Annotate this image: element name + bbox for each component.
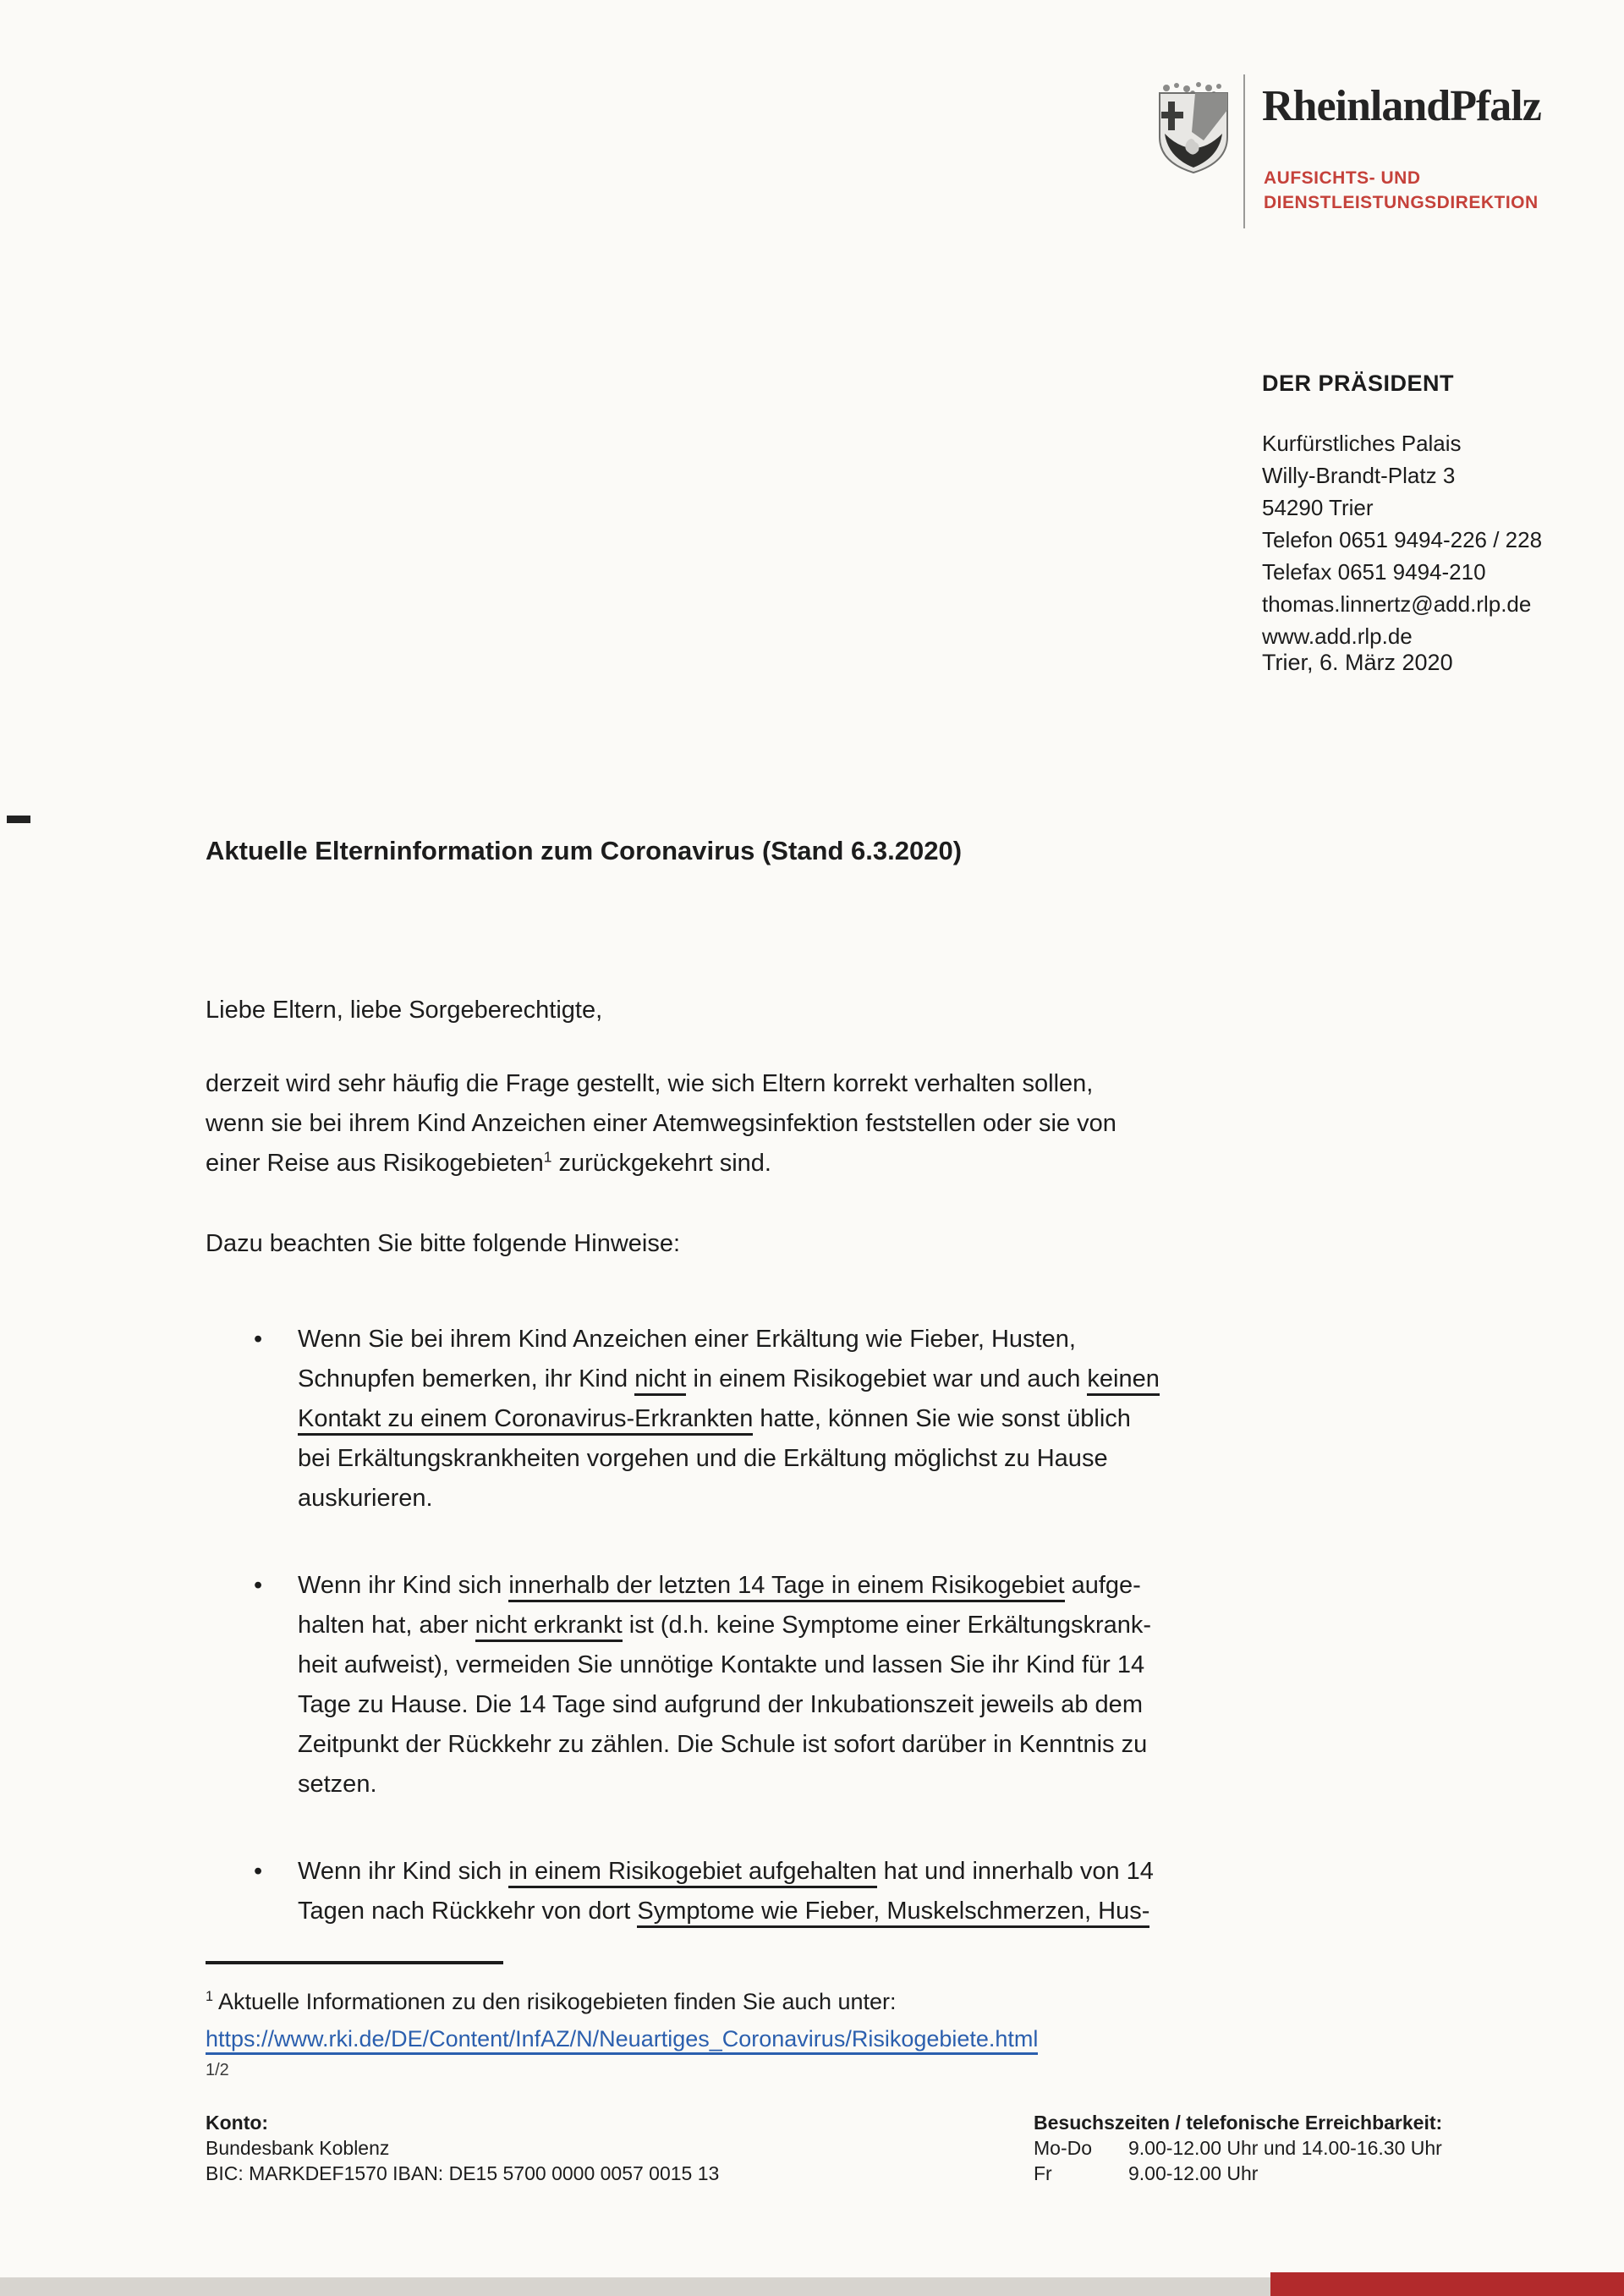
hours-table xyxy=(1034,2135,1442,2186)
letter-body xyxy=(206,831,1500,1979)
agency-name-line2: DIENSTLEISTUNGSDIREKTION xyxy=(1264,193,1539,212)
text-line: bei Erkältungskrankheiten vorgehen und die Erkältung möglichst zu Hause xyxy=(298,1445,1108,1472)
bullet-icon: • xyxy=(254,1858,263,1885)
sender-address xyxy=(1262,427,1542,652)
text-line: einer Reise aus Risikogebieten$^1$ zurückgekehrt sind. xyxy=(206,1148,771,1177)
hint-item xyxy=(206,1566,1500,1804)
text-line: Tagen nach Rückkehr von dort Symptome wie Fieber, Muskelschmerzen, Hus- xyxy=(298,1892,1500,1931)
text-line: wenn sie bei ihrem Kind Anzeichen einer Atemwegsinfektion feststellen oder sie von xyxy=(206,1110,1116,1137)
bottom-scan-bar-gray xyxy=(0,2277,1270,2296)
sender-title: DER PRÄSIDENT xyxy=(1262,371,1455,396)
address-line: Kurfürstliches Palais xyxy=(1262,431,1462,456)
footer-hours-block xyxy=(1034,2110,1442,2186)
hours-time: 9.00-12.00 Uhr und 14.00-16.30 Uhr xyxy=(1128,2137,1442,2159)
address-line: 54290 Trier xyxy=(1262,495,1374,520)
hours-row xyxy=(1034,2135,1442,2161)
page-indicator: 1/2 xyxy=(206,2061,229,2079)
text-line: Wenn ihr Kind sich innerhalb der letzten 14 Tage in einem Risikogebiet aufge- xyxy=(298,1566,1500,1606)
text-line: heit aufweist), vermeiden Sie unnötige Kontakte und lassen Sie ihr Kind für 14 xyxy=(298,1651,1145,1678)
hint-item xyxy=(206,1852,1500,1931)
konto-label: Konto: xyxy=(206,2112,269,2134)
footnote-text xyxy=(206,1983,1500,2020)
footer-bank-block xyxy=(206,2110,719,2186)
logo-divider xyxy=(1243,74,1245,228)
rheinland-pfalz-coat-of-arms-icon xyxy=(1155,81,1232,176)
hours-title: Besuchszeiten / telefonische Erreichbarkeit: xyxy=(1034,2112,1443,2134)
text-line: Schnupfen bemerken, ihr Kind nicht in einem Risikogebiet war und auch keinen xyxy=(298,1359,1500,1399)
salutation: Liebe Eltern, liebe Sorgeberechtigte, xyxy=(206,997,603,1024)
address-line: Willy-Brandt-Platz 3 xyxy=(1262,463,1456,488)
footnote-rule xyxy=(206,1961,503,1964)
text-line: auskurieren. xyxy=(298,1485,433,1512)
rki-risk-areas-link[interactable]: https://www.rki.de/DE/Content/InfAZ/N/Neuartiges_Coronavirus/Risikogebiete.html xyxy=(206,2026,1038,2055)
fold-mark xyxy=(7,816,30,823)
document-title: Aktuelle Elterninformation zum Coronavirus (Stand 6.3.2020) xyxy=(206,836,963,865)
hours-row xyxy=(1034,2161,1442,2186)
text-line: halten hat, aber nicht erkrankt ist (d.h. keine Symptome einer Erkältungskrank- xyxy=(298,1606,1500,1645)
text-line: Wenn Sie bei ihrem Kind Anzeichen einer Erkältung wie Fieber, Husten, xyxy=(298,1326,1076,1353)
address-line: www.add.rlp.de xyxy=(1262,623,1413,649)
hours-day: Fr xyxy=(1034,2162,1052,2184)
bullet-icon: • xyxy=(254,1326,263,1353)
bic-iban: BIC: MARKDEF1570 IBAN: DE15 5700 0000 0057 0015 13 xyxy=(206,2162,720,2184)
text-line: Tage zu Hause. Die 14 Tage sind aufgrund der Inkubationszeit jeweils ab dem xyxy=(298,1691,1143,1718)
date-line: Trier, 6. März 2020 xyxy=(1262,650,1453,675)
text-line: Wenn ihr Kind sich in einem Risikogebiet aufgehalten hat und innerhalb von 14 xyxy=(298,1852,1500,1892)
text-line: Kontakt zu einem Coronavirus-Erkrankten hatte, können Sie wie sonst üblich xyxy=(298,1399,1500,1439)
bottom-scan-bar-red xyxy=(1270,2272,1624,2296)
hint-line: Dazu beachten Sie bitte folgende Hinweise: xyxy=(206,1230,681,1257)
agency-name xyxy=(1264,166,1539,215)
address-line: Telefax 0651 9494-210 xyxy=(1262,559,1486,585)
bullet-icon: • xyxy=(254,1572,263,1599)
text-line: $^1$ Aktuelle Informationen zu den risikogebieten finden Sie auch unter: xyxy=(206,1989,897,2014)
brand-wordmark: RheinlandPfalz xyxy=(1262,82,1541,130)
agency-name-line1: AUFSICHTS- UND xyxy=(1264,168,1421,188)
text-line: derzeit wird sehr häufig die Frage gestellt, wie sich Eltern korrekt verhalten sollen, xyxy=(206,1070,1094,1097)
hints-list xyxy=(206,1320,1500,1931)
hours-time: 9.00-12.00 Uhr xyxy=(1128,2162,1259,2184)
hours-day: Mo-Do xyxy=(1034,2137,1093,2159)
intro-paragraph xyxy=(206,1064,1500,1184)
address-line: Telefon 0651 9494-226 / 228 xyxy=(1262,527,1543,552)
address-line: thomas.linnertz@add.rlp.de xyxy=(1262,591,1532,617)
footnote-block xyxy=(206,1961,1500,2083)
letterhead xyxy=(1150,74,1607,235)
text-line: Zeitpunkt der Rückkehr zu zählen. Die Schule ist sofort darüber in Kenntnis zu xyxy=(298,1731,1148,1758)
hint-item xyxy=(206,1320,1500,1519)
bank-name: Bundesbank Koblenz xyxy=(206,2137,390,2159)
text-line: setzen. xyxy=(298,1771,377,1798)
